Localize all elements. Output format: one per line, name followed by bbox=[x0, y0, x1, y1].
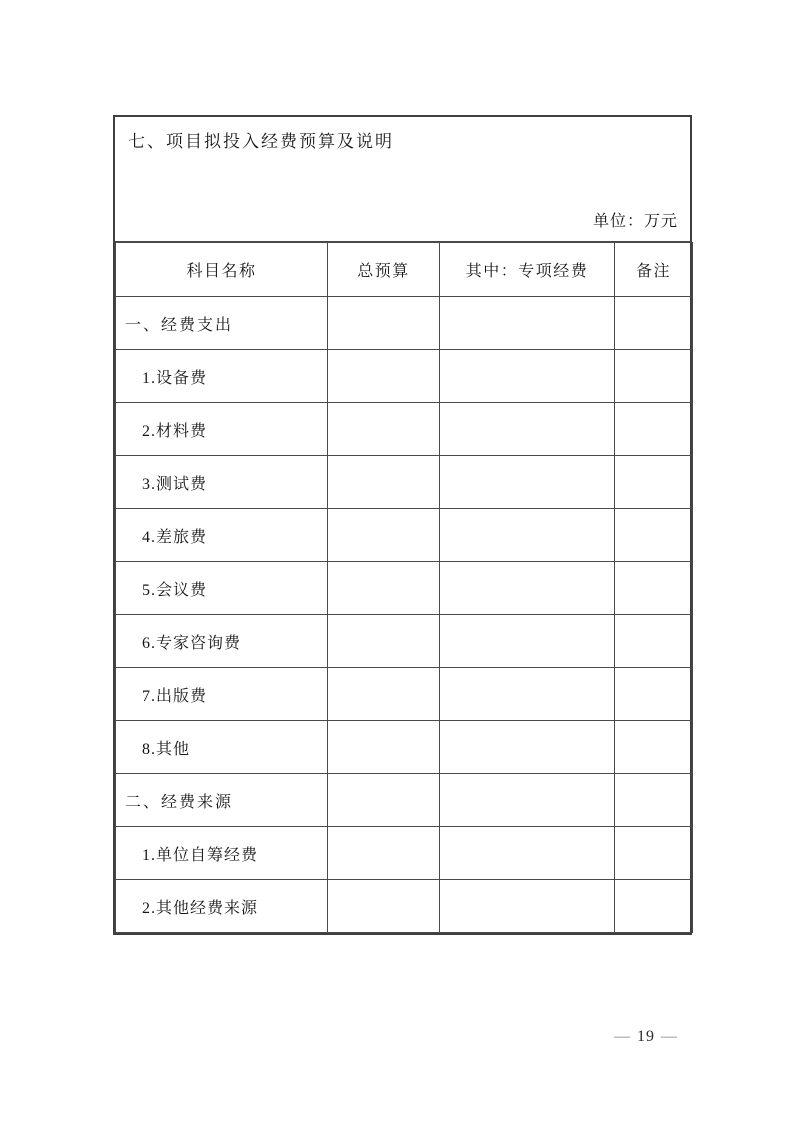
total-cell bbox=[328, 509, 440, 562]
table-row bbox=[116, 456, 693, 509]
note-cell bbox=[615, 403, 693, 456]
table-row bbox=[116, 562, 693, 615]
subject-cell: 2.其他经费来源 bbox=[116, 880, 328, 933]
special-cell bbox=[440, 350, 615, 403]
special-cell bbox=[440, 774, 615, 827]
subject-cell: 6.专家咨询费 bbox=[116, 615, 328, 668]
header-row bbox=[116, 243, 693, 297]
page-number-dash-right: — bbox=[661, 1028, 678, 1045]
table-row bbox=[116, 827, 693, 880]
total-cell bbox=[328, 615, 440, 668]
subject-cell: 5.会议费 bbox=[116, 562, 328, 615]
subject-cell: 4.差旅费 bbox=[116, 509, 328, 562]
budget-form bbox=[113, 115, 692, 935]
note-cell bbox=[615, 668, 693, 721]
table-row bbox=[116, 668, 693, 721]
note-cell bbox=[615, 774, 693, 827]
total-cell bbox=[328, 297, 440, 350]
subject-cell: 7.出版费 bbox=[116, 668, 328, 721]
special-cell bbox=[440, 880, 615, 933]
table-row bbox=[116, 350, 693, 403]
subject-cell: 1.单位自筹经费 bbox=[116, 827, 328, 880]
special-cell bbox=[440, 668, 615, 721]
subject-cell: 8.其他 bbox=[116, 721, 328, 774]
note-cell bbox=[615, 880, 693, 933]
total-cell bbox=[328, 827, 440, 880]
special-cell bbox=[440, 509, 615, 562]
table-row bbox=[116, 880, 693, 933]
unit-label: 单位：万元 bbox=[592, 213, 678, 230]
page-number-dash-left: — bbox=[614, 1028, 631, 1045]
special-cell bbox=[440, 562, 615, 615]
table-row bbox=[116, 509, 693, 562]
total-cell bbox=[328, 721, 440, 774]
budget-table bbox=[115, 242, 693, 933]
page-number-value: 19 bbox=[637, 1028, 655, 1045]
special-cell bbox=[440, 827, 615, 880]
note-cell bbox=[615, 562, 693, 615]
table-row bbox=[116, 403, 693, 456]
column-header-note: 备注 bbox=[615, 243, 693, 297]
note-cell bbox=[615, 297, 693, 350]
table-row bbox=[116, 774, 693, 827]
column-header-total: 总预算 bbox=[328, 243, 440, 297]
special-cell bbox=[440, 456, 615, 509]
total-cell bbox=[328, 562, 440, 615]
subject-cell: 二、经费来源 bbox=[116, 774, 328, 827]
special-cell bbox=[440, 297, 615, 350]
total-cell bbox=[328, 668, 440, 721]
total-cell bbox=[328, 880, 440, 933]
table-row bbox=[116, 721, 693, 774]
note-cell bbox=[615, 456, 693, 509]
subject-cell: 1.设备费 bbox=[116, 350, 328, 403]
note-cell bbox=[615, 350, 693, 403]
subject-cell: 2.材料费 bbox=[116, 403, 328, 456]
page-number bbox=[596, 1028, 696, 1046]
total-cell bbox=[328, 350, 440, 403]
form-title-block bbox=[115, 117, 690, 242]
note-cell bbox=[615, 509, 693, 562]
subject-cell: 一、经费支出 bbox=[116, 297, 328, 350]
total-cell bbox=[328, 456, 440, 509]
special-cell bbox=[440, 721, 615, 774]
special-cell bbox=[440, 403, 615, 456]
note-cell bbox=[615, 827, 693, 880]
form-title: 七、项目拟投入经费预算及说明 bbox=[128, 132, 394, 151]
column-header-special: 其中：专项经费 bbox=[440, 243, 615, 297]
subject-cell: 3.测试费 bbox=[116, 456, 328, 509]
table-row bbox=[116, 297, 693, 350]
special-cell bbox=[440, 615, 615, 668]
budget-table-header bbox=[116, 243, 693, 297]
note-cell bbox=[615, 615, 693, 668]
total-cell bbox=[328, 403, 440, 456]
budget-table-body bbox=[116, 297, 693, 933]
column-header-subject: 科目名称 bbox=[116, 243, 328, 297]
note-cell bbox=[615, 721, 693, 774]
total-cell bbox=[328, 774, 440, 827]
table-row bbox=[116, 615, 693, 668]
